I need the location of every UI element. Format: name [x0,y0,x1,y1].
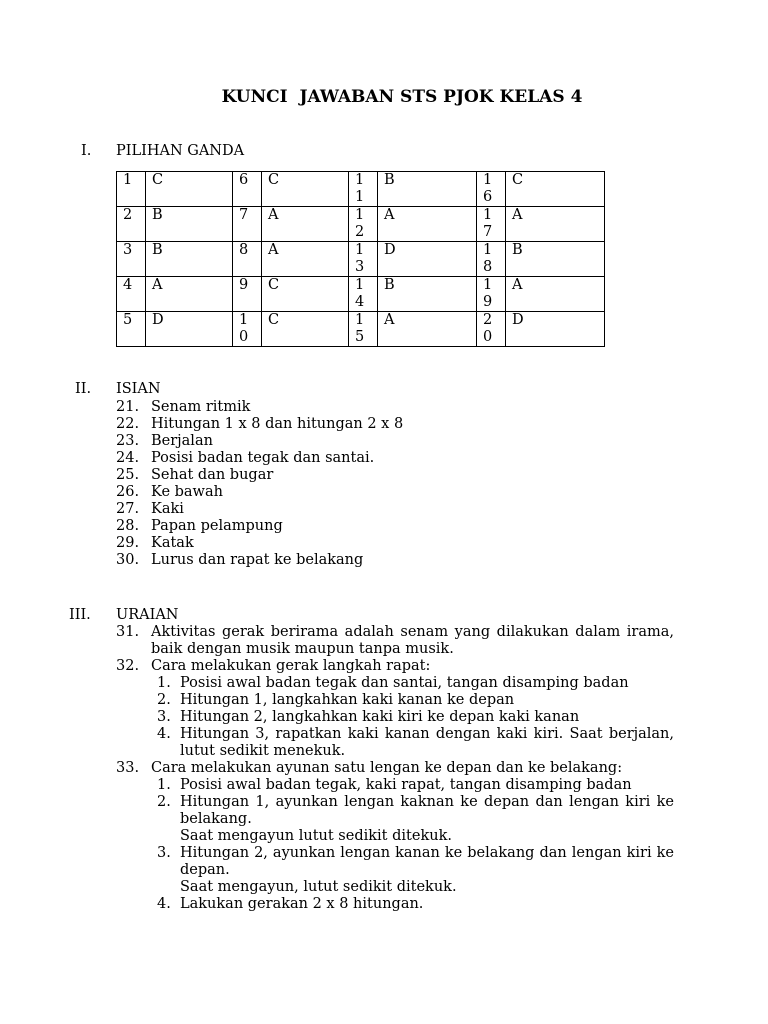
step-number: 1. [157,777,171,793]
question-number-cell [233,207,262,242]
list-item [116,399,676,416]
step-item [151,726,674,760]
list-item [116,518,676,535]
page-title: KUNCI JAWABAN STS PJOK KELAS 4 [221,87,583,107]
section-1-number: I. [81,143,92,159]
answer-letter-cell: C [262,277,349,312]
question-number-cell [349,172,378,207]
item-text: Senam ritmik [151,399,251,415]
item-number: 26. [116,484,140,500]
step-number: 3. [157,845,171,861]
step-text: Hitungan 1, langkahkan kaki kanan ke depan [180,692,515,708]
step-item [151,675,674,692]
question-number: 12 [355,207,365,240]
question-number: 11 [355,172,365,205]
answer-letter-cell: A [262,207,349,242]
step-item [151,794,674,845]
table-row [117,172,605,207]
question-number-cell [117,277,146,312]
question-number-cell [233,312,262,347]
step-item [151,896,674,913]
step-number: 4. [157,726,171,742]
answer-letter-cell: C [262,172,349,207]
question-number: 15 [355,312,365,345]
question-number-cell [233,172,262,207]
answer-letter-cell: A [378,312,477,347]
answer-letter-cell: A [506,277,605,312]
list-item [116,484,676,501]
question-number-cell [233,242,262,277]
question-number: 7 [239,207,249,223]
question-number: 8 [239,242,249,258]
step-item [151,709,674,726]
question-number: 18 [483,242,493,275]
step-item [151,692,674,709]
answer-letter-cell: A [378,207,477,242]
item-text: Kaki [151,501,184,517]
item-text: Cara melakukan gerak langkah rapat: [151,658,431,674]
step-text: Hitungan 2, ayunkan lengan kanan ke belakang dan lengan kiri ke depan. [180,845,674,878]
step-text: Hitungan 1, ayunkan lengan kaknan ke depan dan lengan kiri ke belakang. [180,794,674,827]
question-number-cell [117,242,146,277]
step-text: Hitungan 3, rapatkan kaki kanan dengan kaki kiri. Saat berjalan, lutut sedikit menekuk. [180,726,674,759]
question-number-cell [117,207,146,242]
essay-item-32 [116,658,674,760]
question-number-cell [349,242,378,277]
step-number: 2. [157,692,171,708]
step-number: 2. [157,794,171,810]
section-1-title: PILIHAN GANDA [116,143,245,159]
item-text: Papan pelampung [151,518,283,534]
answer-letter-cell: B [146,242,233,277]
list-item [116,450,676,467]
section-3-number: III. [69,607,91,623]
question-number-cell [477,242,506,277]
answer-letter-cell: A [262,242,349,277]
essay-answers [116,624,674,913]
item-number: 23. [116,433,140,449]
item-text: Ke bawah [151,484,223,500]
step-note: Saat mengayun, lutut sedikit ditekuk. [180,879,457,895]
question-number-cell [349,207,378,242]
question-number: 2 [123,207,133,223]
item-text: Katak [151,535,194,551]
answer-letter-cell: C [506,172,605,207]
step-number: 3. [157,709,171,725]
table-row [117,312,605,347]
question-number-cell [477,312,506,347]
item-text: Berjalan [151,433,213,449]
list-item [116,416,676,433]
item-number: 21. [116,399,140,415]
question-number-cell [477,277,506,312]
question-number: 17 [483,207,493,240]
answer-letter-cell: A [146,277,233,312]
question-number: 19 [483,277,493,310]
answer-letter-cell: C [146,172,233,207]
step-text: Posisi awal badan tegak dan santai, tangan disamping badan [180,675,629,691]
fill-in-answer-list [116,399,676,569]
question-number: 16 [483,172,493,205]
item-number: 33. [116,760,140,776]
question-number: 10 [239,312,249,345]
question-number-cell [349,312,378,347]
essay-item-31 [116,624,674,658]
list-item [116,467,676,484]
answer-letter-cell: A [506,207,605,242]
question-number: 4 [123,277,133,293]
question-number-cell [477,207,506,242]
item-text: Aktivitas gerak berirama adalah senam yang dilakukan dalam irama, baik dengan musik maupun tanpa musik. [151,624,674,657]
step-item [151,777,674,794]
question-number: 14 [355,277,365,310]
question-number-cell [477,172,506,207]
table-row [117,277,605,312]
item-number: 29. [116,535,140,551]
question-number-cell [233,277,262,312]
item-text: Hitungan 1 x 8 dan hitungan 2 x 8 [151,416,404,432]
item-number: 32. [116,658,140,674]
step-number: 1. [157,675,171,691]
item-text: Lurus dan rapat ke belakang [151,552,364,568]
essay-item-33 [116,760,674,913]
question-number: 1 [123,172,133,188]
item-number: 27. [116,501,140,517]
question-number: 6 [239,172,249,188]
section-3-title: URAIAN [116,607,179,623]
item-text: Posisi badan tegak dan santai. [151,450,375,466]
list-item [116,501,676,518]
question-number: 9 [239,277,249,293]
list-item [116,535,676,552]
answer-letter-cell: D [146,312,233,347]
section-2-number: II. [75,381,92,397]
step-text: Posisi awal badan tegak, kaki rapat, tangan disamping badan [180,777,632,793]
item-number: 25. [116,467,140,483]
answer-letter-cell: D [506,312,605,347]
question-number-cell [117,312,146,347]
item-number: 22. [116,416,140,432]
table-row [117,207,605,242]
step-note: Saat mengayun lutut sedikit ditekuk. [180,828,452,844]
answer-letter-cell: C [262,312,349,347]
answer-letter-cell: B [146,207,233,242]
item-number: 30. [116,552,140,568]
item-number: 24. [116,450,140,466]
list-item [116,433,676,450]
step-item [151,845,674,896]
question-number-cell [117,172,146,207]
step-text: Hitungan 2, langkahkan kaki kiri ke depan kaki kanan [180,709,580,725]
question-number: 13 [355,242,365,275]
list-item [116,552,676,569]
step-number: 4. [157,896,171,912]
answer-letter-cell: B [378,172,477,207]
item-number: 28. [116,518,140,534]
item-text: Cara melakukan ayunan satu lengan ke depan dan ke belakang: [151,760,623,776]
question-number: 5 [123,312,133,328]
item-text: Sehat dan bugar [151,467,274,483]
table-row [117,242,605,277]
step-text: Lakukan gerakan 2 x 8 hitungan. [180,896,424,912]
question-number-cell [349,277,378,312]
answer-letter-cell: B [378,277,477,312]
multiple-choice-answer-table [116,171,605,347]
answer-letter-cell: D [378,242,477,277]
item-number: 31. [116,624,140,640]
section-2-title: ISIAN [116,381,161,397]
question-number: 3 [123,242,133,258]
question-number: 20 [483,312,493,345]
answer-letter-cell: B [506,242,605,277]
